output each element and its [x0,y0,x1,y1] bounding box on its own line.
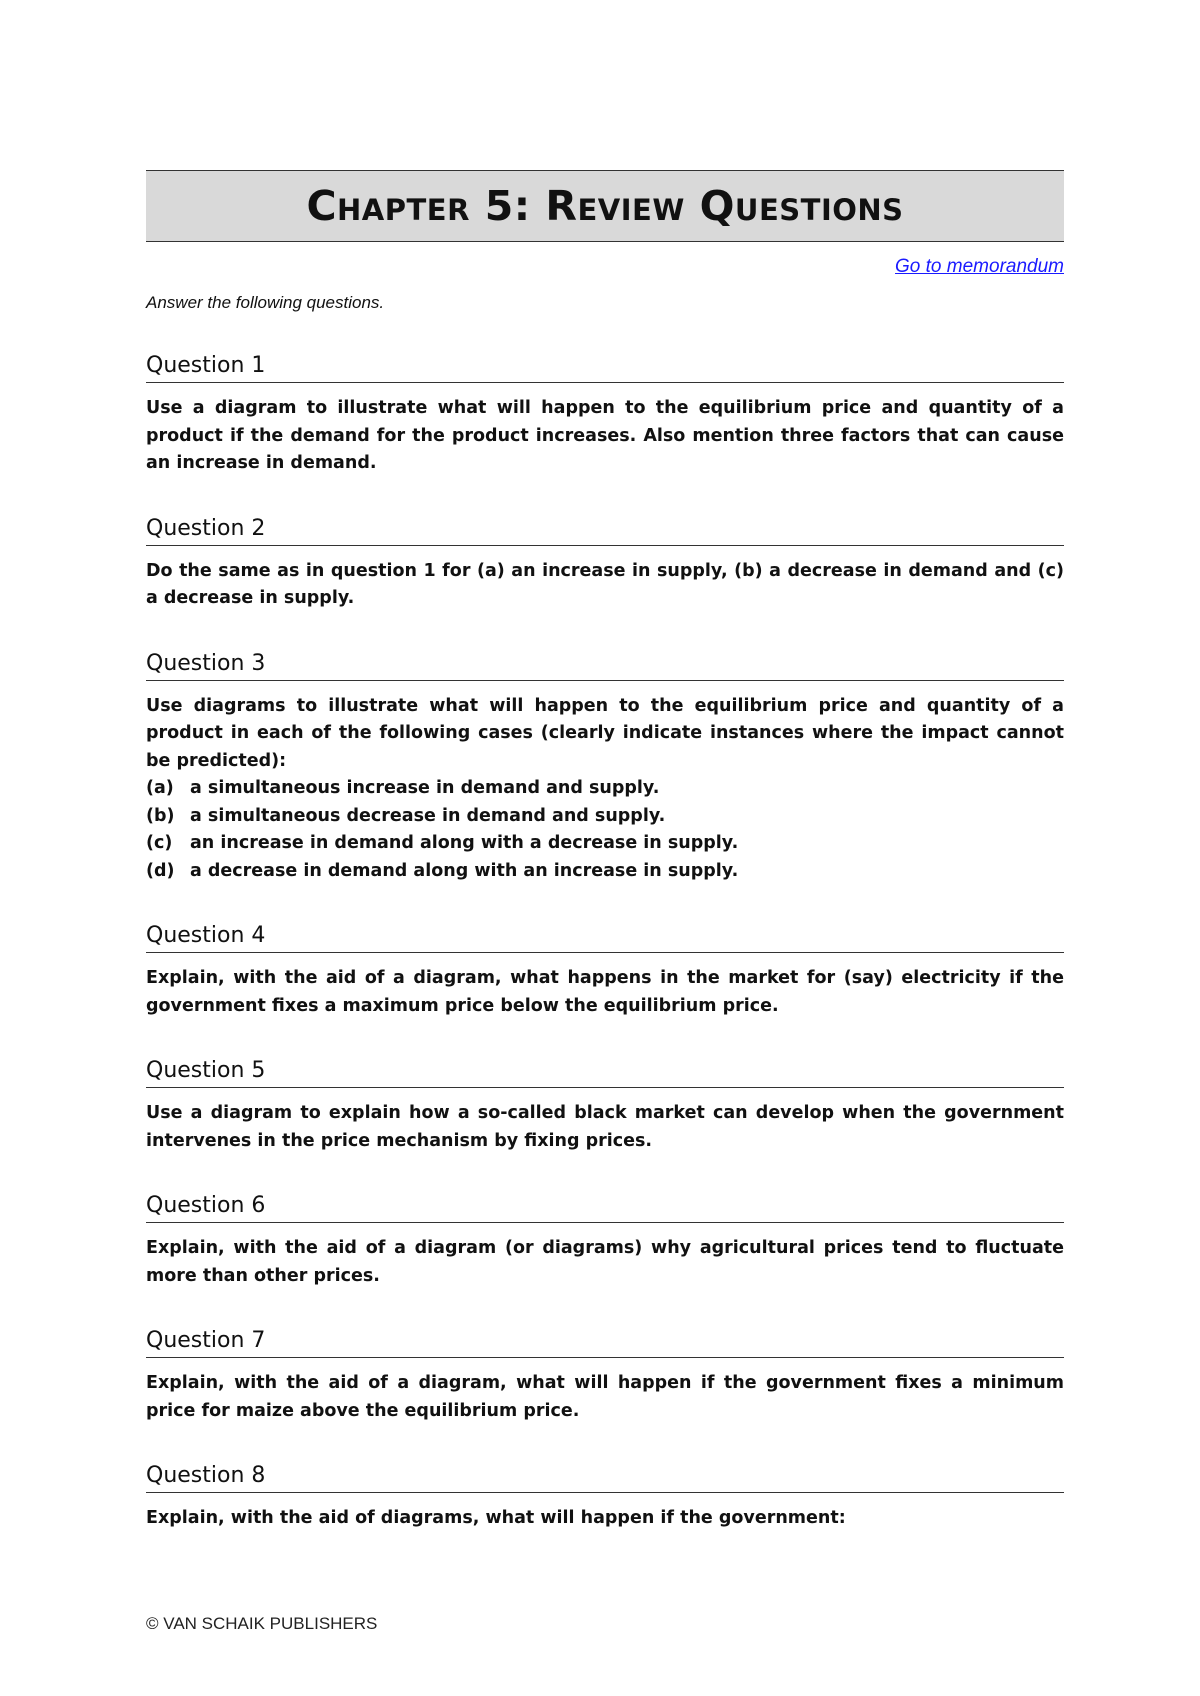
question-text: Do the same as in question 1 for (a) an increase in supply, (b) a decrease in demand and (c) a decrease in supply. [146,560,1064,608]
question-text: Use a diagram to explain how a so-called black market can develop when the government intervenes in the price mechanism by fixing prices. [146,1103,1064,1151]
list-item-label: (b) [146,805,175,826]
question-3-list [146,775,1064,885]
question-2 [146,516,1064,613]
question-3 [146,651,1064,886]
list-item [146,858,1064,886]
question-text: Explain, with the aid of a diagram (or diagrams) why agricultural prices tend to fluctuate more than other prices. [146,1238,1064,1286]
question-text: Use a diagram to illustrate what will happen to the equilibrium price and quantity of a product if the demand for the product increases. Also mention three factors that can cause an increase in demand. [146,398,1064,473]
chapter-title-band [146,170,1064,242]
question-8 [146,1463,1064,1533]
instructions-text: Answer the following questions. [146,293,385,312]
list-item [146,775,1064,803]
list-item-text: a simultaneous decrease in demand and supply. [190,805,666,826]
question-5 [146,1058,1064,1155]
question-text: Explain, with the aid of a diagram, what happens in the market for (say) electricity if the government fixes a maximum price below the equilibrium price. [146,968,1064,1016]
question-heading: Question 2 [146,516,1064,546]
list-item-text: a simultaneous increase in demand and supply. [190,778,660,798]
list-item-label: (c) [146,833,173,853]
document-page [146,170,1064,1533]
list-item-text: a decrease in demand along with an increase in supply. [190,860,739,881]
chapter-title: Chapter 5: Review Questions [306,182,904,230]
question-1 [146,353,1064,478]
question-text: Explain, with the aid of diagrams, what will happen if the government: [146,1508,846,1528]
question-heading: Question 5 [146,1058,1064,1088]
question-heading: Question 4 [146,923,1064,953]
question-text: Explain, with the aid of a diagram, what will happen if the government fixes a minimum price for maize above the equilibrium price. [146,1373,1064,1421]
question-heading: Question 8 [146,1463,1064,1493]
memorandum-link[interactable]: Go to memorandum [895,256,1064,277]
question-heading: Question 1 [146,353,1064,383]
question-heading: Question 6 [146,1193,1064,1223]
question-7 [146,1328,1064,1425]
list-item [146,803,1064,831]
list-item [146,830,1064,858]
copyright-footer: © VAN SCHAIK PUBLISHERS [146,1614,378,1633]
list-item-label: (d) [146,860,175,881]
question-4 [146,923,1064,1020]
question-heading: Question 3 [146,651,1064,681]
list-item-text: an increase in demand along with a decrease in supply. [190,833,739,853]
question-heading: Question 7 [146,1328,1064,1358]
question-text: Use diagrams to illustrate what will happen to the equilibrium price and quantity of a product in each of the following cases (clearly indicate instances where the impact cannot be predicted): [146,695,1064,771]
question-6 [146,1193,1064,1290]
memorandum-link-row [146,256,1064,280]
list-item-label: (a) [146,778,174,798]
